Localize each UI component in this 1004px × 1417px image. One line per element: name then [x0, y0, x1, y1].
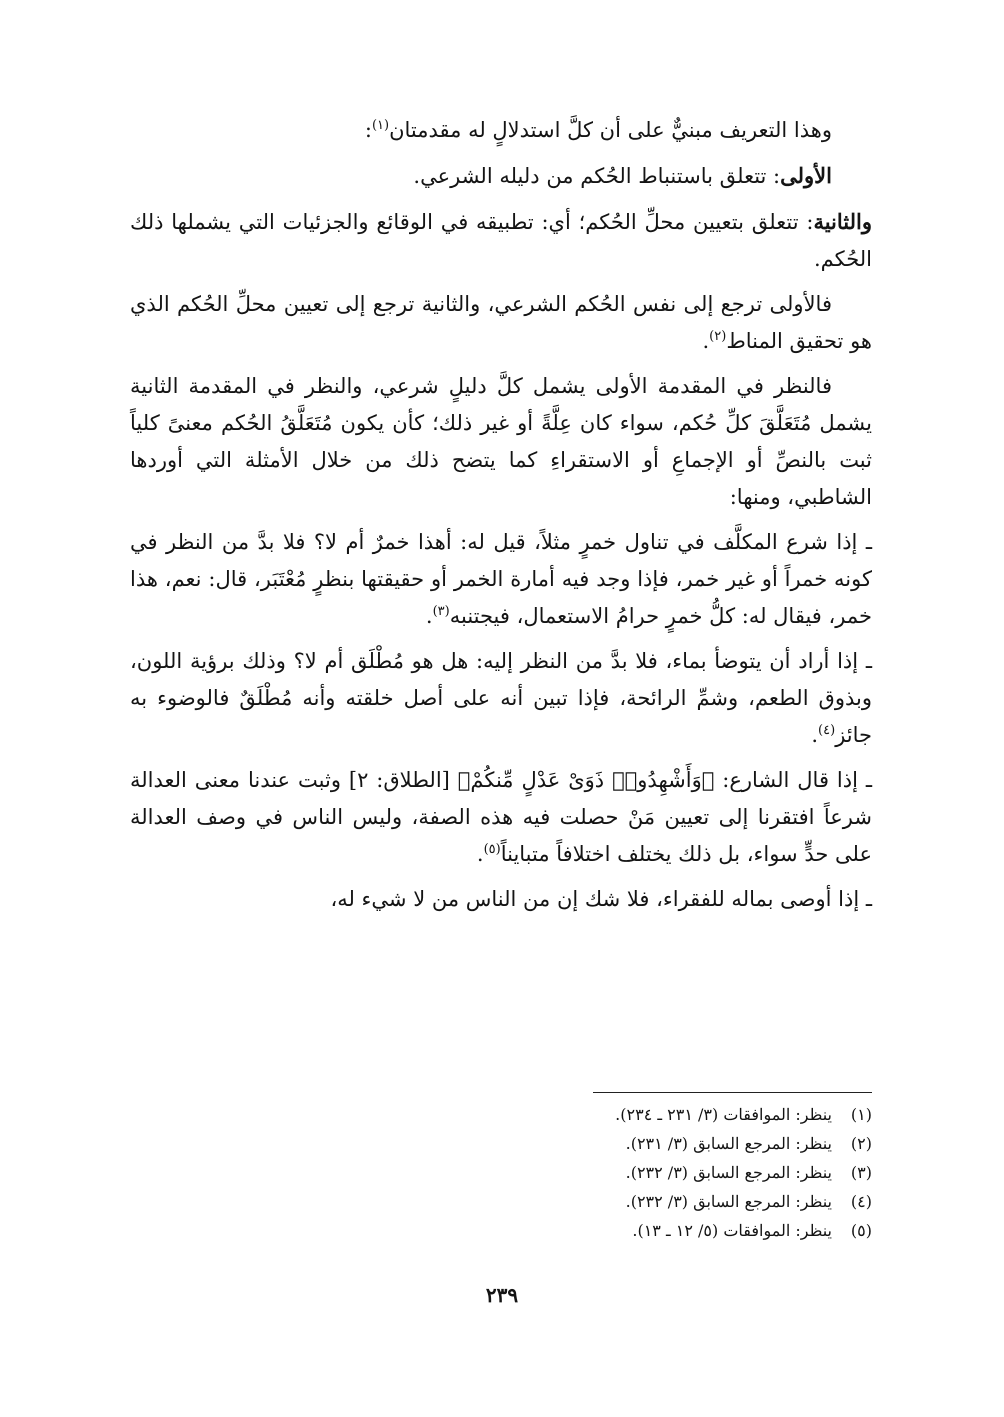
footnote-text: ينظر: المرجع السابق (٣/ ٢٣١).	[625, 1134, 832, 1153]
footnote	[500, 1158, 872, 1187]
paragraph-tail: :	[364, 118, 372, 142]
footnote	[500, 1100, 872, 1129]
paragraph-label: الأولى	[780, 163, 832, 188]
footnote-text: ينظر: الموافقات (٥/ ١٢ ـ ١٣).	[632, 1221, 832, 1240]
footnote-number: (١)	[850, 1105, 872, 1124]
footnote-ref[interactable]: (٤)	[818, 723, 836, 738]
paragraph	[130, 881, 872, 918]
paragraph	[130, 762, 872, 873]
footnote-number: (٤)	[850, 1192, 872, 1211]
paragraph-text: : تتعلق بتعيين محلِّ الحُكم؛ أي: تطبيقه في الوقائع والجزئيات التي يشملها ذلك الحُكم.	[130, 210, 872, 271]
paragraph-text-after: [الطلاق: ٢] وثبت عندنا معنى العدالة شرعاً افتقرنا إلى تعيين مَنْ حصلت فيه هذه الصفة، وليس الناس في وصف العدالة على حدٍّ سواء، بل ذلك يختلف اختلافاً متبايناً	[130, 768, 872, 866]
paragraph	[130, 203, 872, 278]
paragraph-text: : تتعلق باستنباط الحُكم من دليله الشرعي.	[413, 164, 781, 188]
footnote-ref[interactable]: (١)	[371, 118, 390, 133]
footnote-ref[interactable]: (٣)	[432, 604, 450, 619]
footnote-separator	[593, 1092, 872, 1093]
footnote-text: ينظر: المرجع السابق (٣/ ٢٣٢).	[625, 1163, 832, 1182]
paragraph-text: ـ إذا قال الشارع:	[714, 768, 873, 792]
paragraph	[130, 643, 872, 754]
paragraph-tail: .	[476, 842, 484, 866]
paragraph	[130, 157, 872, 195]
main-text	[130, 112, 872, 926]
footnote-number: (٣)	[850, 1163, 872, 1182]
paragraph-text: وهذا التعريف مبنيٌّ على أن كلَّ استدلالٍ له مقدمتان	[389, 118, 832, 142]
footnote	[500, 1187, 872, 1216]
paragraph-text: فالنظر في المقدمة الأولى يشمل كلَّ دليلٍ شرعي، والنظر في المقدمة الثانية يشمل مُتَعَلَّقَ كلِّ حُكم، سواء كان عِلَّةً أو غير ذلك؛ كأن يكون مُتَعَلَّقُ الحُكم معنىً كلياً ثبت بالنصِّ أو الإجماعِ أو الاستقراءِ كما يتضح ذلك من خلال الأمثلة التي أوردها الشاطبي، ومنها:	[130, 374, 872, 509]
paragraph-label: والثانية	[813, 209, 872, 234]
paragraph-text: ـ إذا أوصى بماله للفقراء، فلا شك إن من الناس من لا شيء له،	[330, 887, 872, 911]
page-number: ٢٣٩	[485, 1283, 519, 1307]
footnote-ref[interactable]: (٢)	[709, 329, 727, 344]
paragraph-text: ـ إذا أراد أن يتوضأ بماء، فلا بدَّ من النظر إليه: هل هو مُطْلَق أم لا؟ وذلك برؤية اللون، وبذوق الطعم، وشمِّ الرائحة، فإذا تبين أنه على أصل خلقته وأنه مُطْلَقٌ فالوضوء به جائز	[130, 649, 872, 747]
paragraph-tail: .	[425, 604, 433, 628]
footnotes	[500, 1100, 872, 1245]
paragraph-text: ـ إذا شرع المكلَّف في تناول خمرٍ مثلاً، قيل له: أهذا خمرٌ أم لا؟ فلا بدَّ من النظر في كونه خمراً أو غير خمر، فإذا وجد فيه أمارة الخمر أو حقيقتها بنظرٍ مُعْتَبَر، قال: نعم، هذا خمر، فيقال له: كلُّ خمرٍ حرامُ الاستعمال، فيجتنبه	[130, 530, 872, 628]
paragraph	[130, 524, 872, 635]
paragraph-tail: .	[702, 329, 710, 353]
footnote-text: ينظر: الموافقات (٣/ ٢٣١ ـ ٢٣٤).	[615, 1105, 832, 1124]
paragraph-tail: .	[811, 723, 819, 747]
paragraph	[130, 286, 872, 360]
paragraph-text: فالأولى ترجع إلى نفس الحُكم الشرعي، والثانية ترجع إلى تعيين محلِّ الحُكم الذي هو تحقيق المناط	[130, 292, 872, 353]
paragraph	[130, 368, 872, 516]
quran-verse: ﴿وَأَشْهِدُوا۟ ذَوَىْ عَدْلٍ مِّنكُمْ﴾	[457, 768, 715, 792]
paragraph	[130, 112, 872, 149]
footnote	[500, 1129, 872, 1158]
footnote-text: ينظر: المرجع السابق (٣/ ٢٣٢).	[625, 1192, 832, 1211]
footnote-ref[interactable]: (٥)	[483, 842, 501, 857]
footnote	[500, 1216, 872, 1245]
footnote-number: (٢)	[850, 1134, 872, 1153]
footnote-number: (٥)	[850, 1221, 872, 1240]
